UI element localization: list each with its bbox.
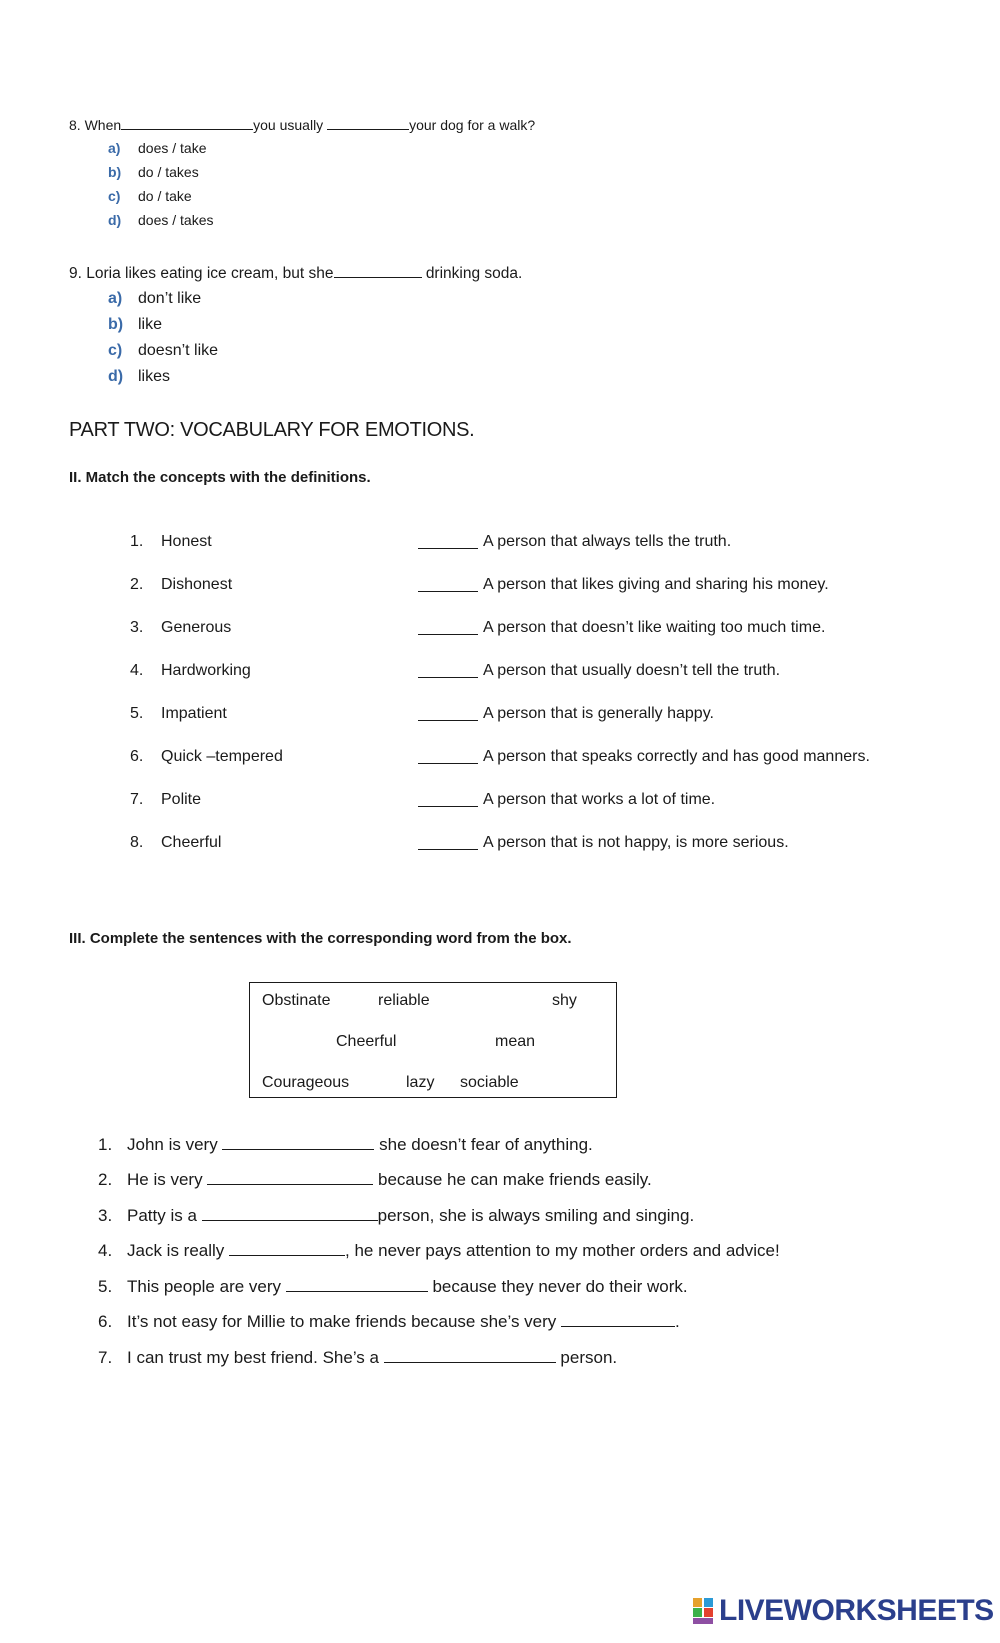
sentence-item (98, 1309, 680, 1332)
concept-label: Cheerful (161, 834, 222, 851)
sentence-before: John is very (127, 1135, 223, 1154)
option-letter: c) (108, 188, 121, 204)
concept-label: Quick –tempered (161, 748, 283, 765)
q9-stem-part-b: drinking soda. (425, 265, 523, 282)
concept-label: Polite (161, 791, 202, 808)
row-number: 6. (130, 748, 144, 765)
row-number: 8. (130, 834, 144, 851)
option-text: like (138, 316, 163, 333)
sentence-item (98, 1238, 780, 1261)
match-answer-blank[interactable] (418, 591, 478, 592)
section-iii-heading: III. Complete the sentences with the corresponding word from the box. (69, 930, 572, 947)
option-text: do / take (138, 188, 192, 204)
match-row (130, 748, 910, 772)
match-answer-blank[interactable] (418, 720, 478, 721)
match-row (130, 619, 910, 643)
sentence-number: 3. (98, 1206, 113, 1225)
option-letter: d) (108, 212, 122, 228)
sentence-after: person, she is always smiling and singing. (377, 1206, 695, 1225)
q9-option-d[interactable] (108, 368, 170, 386)
match-row (130, 705, 910, 729)
q9-option-c[interactable] (108, 342, 218, 360)
sentence-number: 6. (98, 1312, 113, 1331)
sentence-before: Patty is a (127, 1206, 202, 1225)
option-text: don’t like (138, 290, 202, 307)
row-number: 4. (130, 662, 144, 679)
concept-label: Honest (161, 533, 212, 550)
sentence-item (98, 1203, 694, 1226)
sentence-after: because they never do their work. (427, 1277, 688, 1296)
liveworksheets-logo-icon (693, 1596, 715, 1626)
sentence-blank[interactable] (222, 1132, 374, 1150)
q8-option-b[interactable] (108, 164, 199, 180)
word-box (249, 982, 617, 1098)
definition-text: A person that is not happy, is more serious. (483, 834, 789, 851)
sentence-before: It’s not easy for Millie to make friends because she’s very (127, 1312, 562, 1331)
option-letter: b) (108, 316, 124, 333)
match-answer-blank[interactable] (418, 548, 478, 549)
sentence-number: 2. (98, 1170, 113, 1189)
sentence-item (98, 1274, 688, 1297)
match-answer-blank[interactable] (418, 634, 478, 635)
sentence-item (98, 1132, 593, 1155)
concept-label: Generous (161, 619, 232, 636)
sentence-blank[interactable] (384, 1345, 556, 1363)
sentence-blank[interactable] (561, 1309, 675, 1327)
q9-option-b[interactable] (108, 316, 162, 334)
q9-stem-part-a: 9. Loria likes eating ice cream, but she (69, 265, 334, 282)
sentence-before: He is very (127, 1170, 208, 1189)
definition-text: A person that is generally happy. (483, 705, 714, 722)
option-letter: d) (108, 368, 124, 385)
match-row (130, 834, 910, 858)
word-sociable: sociable (460, 1074, 519, 1091)
concept-label: Hardworking (161, 662, 251, 679)
q8-option-d[interactable] (108, 212, 214, 228)
q8-option-c[interactable] (108, 188, 192, 204)
definition-text: A person that speaks correctly and has good manners. (483, 748, 870, 765)
match-answer-blank[interactable] (418, 849, 478, 850)
word-cheerful: Cheerful (336, 1033, 397, 1050)
definition-text: A person that likes giving and sharing his money. (483, 576, 829, 593)
option-letter: a) (108, 290, 123, 307)
q8-stem-part-c: your dog for a walk? (409, 117, 536, 133)
part-two-title: PART TWO: VOCABULARY FOR EMOTIONS. (69, 419, 475, 441)
word-courageous: Courageous (262, 1074, 350, 1091)
sentence-number: 7. (98, 1348, 113, 1367)
word-lazy: lazy (406, 1074, 435, 1091)
sentence-number: 5. (98, 1277, 113, 1296)
option-letter: b) (108, 164, 122, 180)
match-answer-blank[interactable] (418, 763, 478, 764)
match-answer-blank[interactable] (418, 677, 478, 678)
option-letter: a) (108, 140, 121, 156)
option-text: likes (138, 368, 171, 385)
sentence-blank[interactable] (207, 1167, 373, 1185)
row-number: 1. (130, 533, 144, 550)
concept-label: Impatient (161, 705, 227, 722)
sentence-item (98, 1345, 617, 1368)
definition-text: A person that always tells the truth. (483, 533, 732, 550)
word-obstinate: Obstinate (262, 992, 331, 1009)
match-row (130, 662, 910, 686)
word-reliable: reliable (378, 992, 430, 1009)
sentence-before: Jack is really (127, 1241, 230, 1260)
option-text: does / take (138, 140, 207, 156)
sentence-blank[interactable] (229, 1238, 345, 1256)
match-row (130, 533, 910, 557)
sentence-blank[interactable] (286, 1274, 428, 1292)
section-ii-heading: II. Match the concepts with the definitions. (69, 469, 371, 486)
option-text: do / takes (138, 164, 199, 180)
sentence-after: because he can make friends easily. (373, 1170, 652, 1189)
sentence-after: , he never pays attention to my mother orders and advice! (345, 1241, 780, 1260)
q8-option-a[interactable] (108, 140, 207, 156)
q9-blank[interactable] (334, 263, 422, 278)
q8-blank-2[interactable] (327, 116, 409, 130)
option-letter: c) (108, 342, 123, 359)
q9-option-a[interactable] (108, 290, 201, 308)
q8-stem-part-b: you usually (253, 117, 324, 133)
question-8-stem (69, 116, 535, 133)
sentence-after: . (675, 1312, 680, 1331)
word-shy: shy (552, 992, 577, 1009)
liveworksheets-logo[interactable] (693, 1594, 994, 1628)
row-number: 7. (130, 791, 144, 808)
sentence-after: person. (555, 1348, 618, 1367)
sentence-item (98, 1167, 652, 1190)
match-row (130, 791, 910, 815)
definition-text: A person that works a lot of time. (483, 791, 716, 808)
question-9-stem (69, 263, 522, 283)
concept-label: Dishonest (161, 576, 233, 593)
match-row (130, 576, 910, 600)
definition-text: A person that doesn’t like waiting too much time. (483, 619, 826, 636)
q8-blank-1[interactable] (121, 116, 253, 130)
sentence-number: 4. (98, 1241, 113, 1260)
row-number: 3. (130, 619, 144, 636)
sentence-after: she doesn’t fear of anything. (374, 1135, 593, 1154)
logo-text: LIVEWORKSHEETS (719, 1594, 994, 1627)
sentence-blank[interactable] (202, 1203, 378, 1221)
q8-stem-part-a: 8. When (69, 117, 122, 133)
sentence-number: 1. (98, 1135, 113, 1154)
sentence-before: This people are very (127, 1277, 286, 1296)
match-answer-blank[interactable] (418, 806, 478, 807)
option-text: doesn’t like (138, 342, 219, 359)
row-number: 5. (130, 705, 144, 722)
word-mean: mean (495, 1033, 536, 1050)
option-text: does / takes (138, 212, 214, 228)
row-number: 2. (130, 576, 144, 593)
sentence-before: I can trust my best friend. She’s a (127, 1348, 384, 1367)
definition-text: A person that usually doesn’t tell the truth. (483, 662, 781, 679)
